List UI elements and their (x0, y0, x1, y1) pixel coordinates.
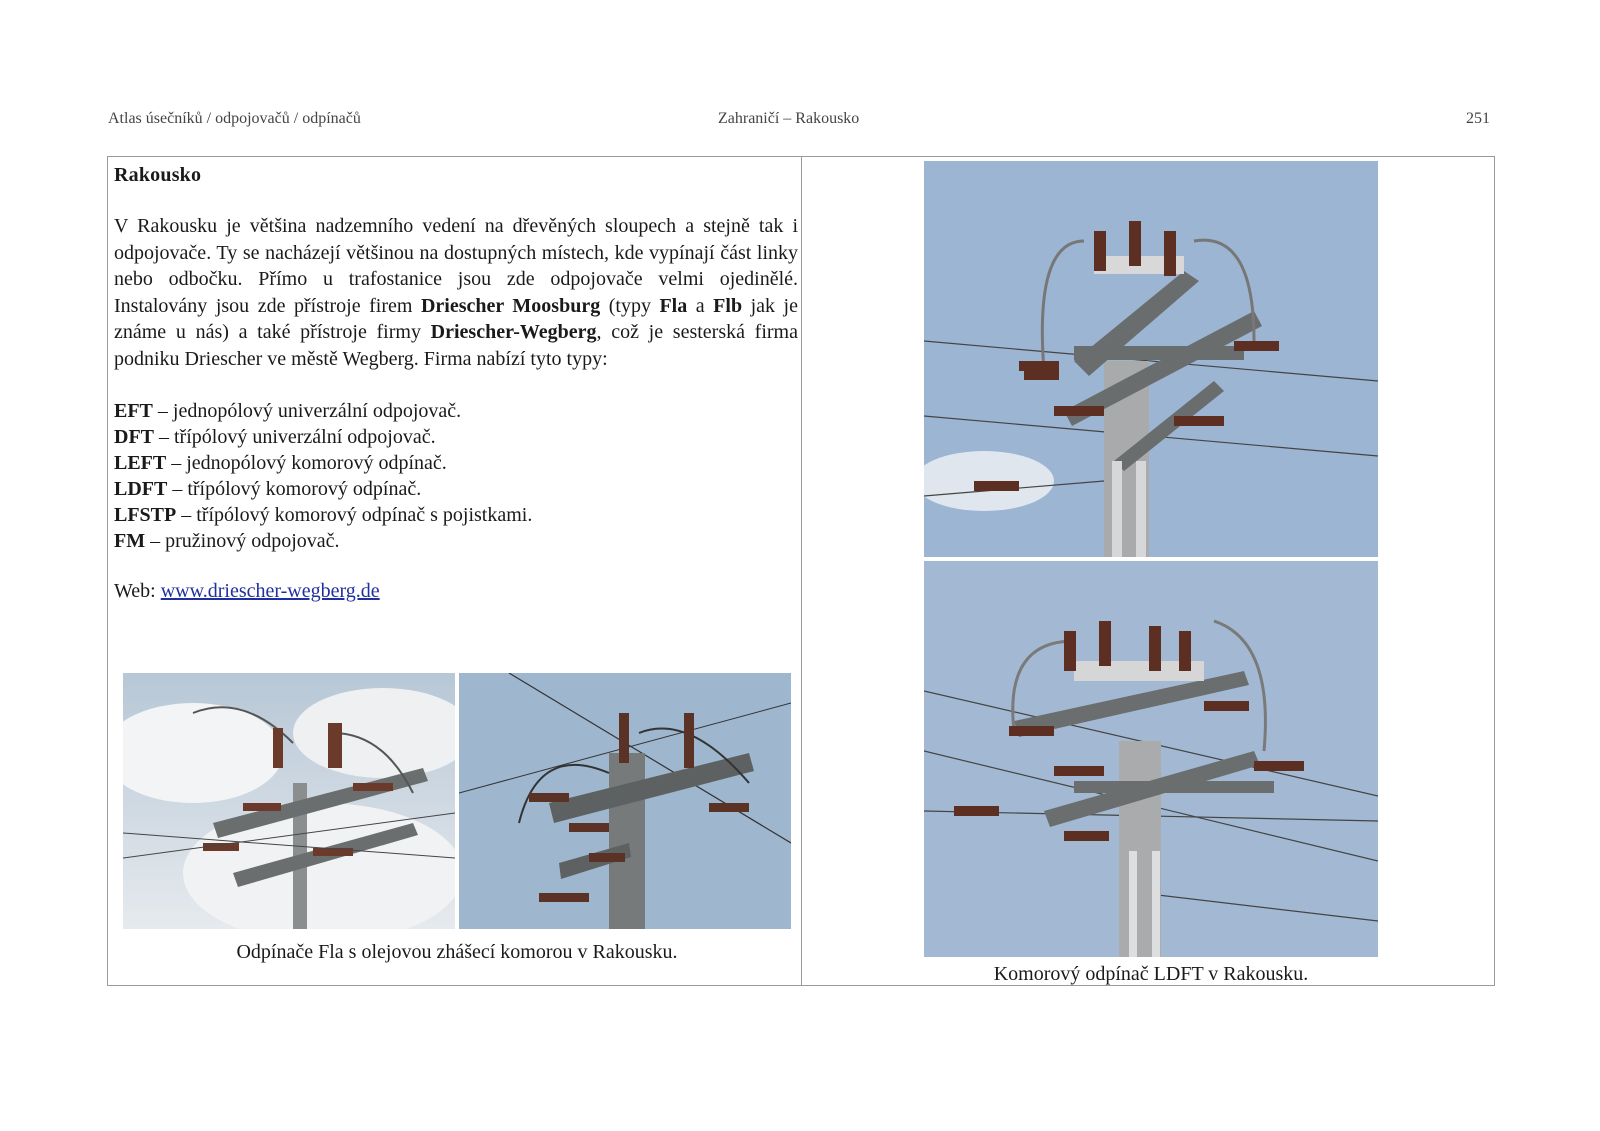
web-link[interactable]: www.driescher-wegberg.de (160, 580, 380, 602)
type-code: LFSTP (114, 504, 177, 526)
left-column (114, 160, 798, 603)
header-section: Zahraničí – Rakousko (718, 110, 860, 127)
type-code: LEFT (114, 452, 167, 474)
caption-left: Odpínače Fla s olejovou zhášecí komorou v Rakousku. (236, 941, 678, 963)
type-desc: – pružinový odpojovač. (145, 530, 340, 552)
web-label: Web: (114, 580, 161, 602)
type-code: FM (114, 530, 146, 552)
intro-paragraph (114, 213, 798, 372)
intro-bold-flb: Flb (713, 294, 743, 317)
intro-text-3: a (687, 294, 714, 317)
intro-bold-fla: Fla (659, 294, 688, 317)
intro-text-4: jak je známe u nás) a také přístroje firmy (114, 294, 798, 343)
list-item (114, 450, 798, 476)
intro-bold-driescher-wegberg: Driescher-Wegberg (430, 321, 597, 343)
list-item (114, 398, 798, 424)
list-item (114, 528, 798, 554)
photo-fla-blue-sky (459, 673, 791, 929)
column-divider (801, 156, 802, 986)
running-header (108, 110, 1490, 132)
photo-ldft-top (924, 161, 1378, 557)
list-item (114, 424, 798, 450)
header-atlas-title: Atlas úsečníků / odpojovačů / odpínačů (108, 110, 361, 127)
list-item (114, 502, 798, 528)
type-desc: – jednopólový komorový odpínač. (166, 452, 447, 474)
list-item (114, 476, 798, 502)
intro-text-5: , což je sesterská firma podniku Driescher ve městě Wegberg. Firma nabízí tyto typy: (114, 321, 798, 370)
type-code: LDFT (114, 478, 168, 500)
section-title: Rakousko (114, 164, 202, 186)
type-code: EFT (114, 400, 153, 422)
type-desc: – třípólový komorový odpínač. (167, 478, 422, 500)
intro-bold-driescher-moosburg: Driescher Moosburg (420, 294, 601, 317)
type-code: DFT (114, 426, 154, 448)
type-desc: – třípólový univerzální odpojovač. (154, 426, 436, 448)
caption-right: Komorový odpínač LDFT v Rakousku. (993, 963, 1309, 985)
types-list (114, 398, 798, 554)
type-desc: – jednopólový univerzální odpojovač. (152, 400, 462, 422)
web-line (114, 580, 798, 603)
intro-text-1: V Rakousku je většina nadzemního vedení na dřevěných sloupech a stejně tak i odpojovače. Ty se nacházejí většinou na dostupných místech, kde vypínají část linky nebo odbočku. Přímo u trafostanice jsou zde odpojovače velmi ojedinělé. Instalovány jsou zde přístroje firem (114, 215, 798, 317)
photo-fla-cloudy (123, 673, 455, 929)
intro-text-2: (typy (600, 294, 660, 317)
page-number: 251 (1466, 110, 1490, 127)
type-desc: – třípólový komorový odpínač s pojistkami. (176, 504, 533, 526)
photo-ldft-bottom (924, 561, 1378, 957)
